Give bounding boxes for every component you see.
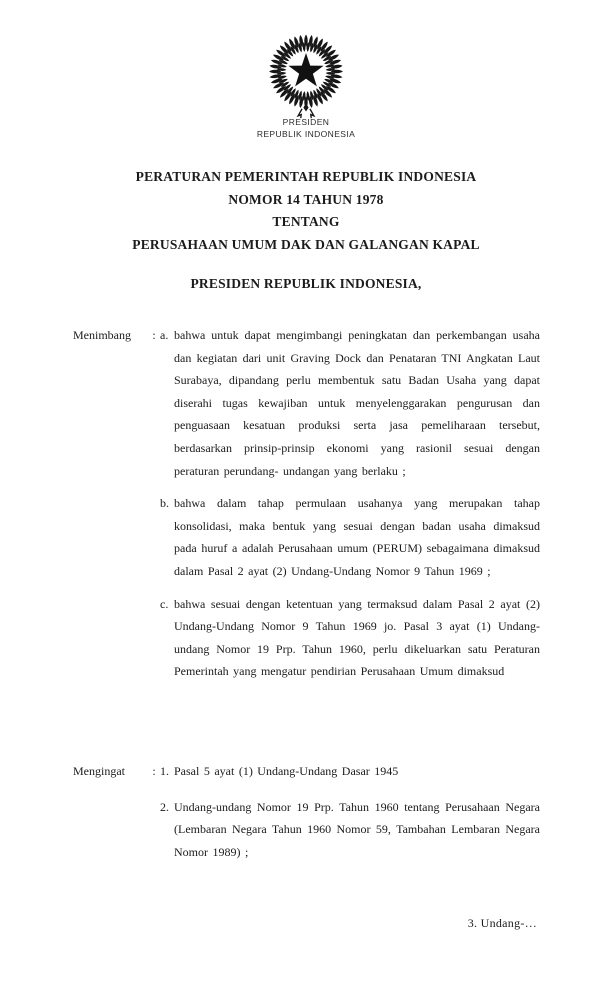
title-line-2: NOMOR 14 TAHUN 1978: [228, 191, 384, 207]
letterhead: [0, 117, 612, 140]
menimbang-item-c: [160, 593, 540, 683]
item-text: Undang-undang Nomor 19 Prp. Tahun 1960 tentang Perusahaan Negara (Lembaran Negara Tahun 1960 Nomor 59, Tambahan Lembaran Negara Nomor 1989) ;: [174, 799, 540, 859]
mengingat-section: [73, 760, 540, 876]
item-text: bahwa untuk dapat mengimbangi peningkatan dan perkembangan usaha dan kegiatan dari unit Graving Dock dan Penataran TNI Angkatan Laut Surabaya, dipandang perlu membentuk satu Badan Usaha yang dapat diserahi tugas kewajiban untuk menyelenggarakan pengurusan dan penguasaan kesatuan produksi serta jasa pemeliharaan tersebut, berdasarkan prinsip-prinsip ekonomi yang rasionil sesuai dengan peraturan perundang- undangan yang berlaku ;: [174, 328, 540, 478]
item-text: Pasal 5 ayat (1) Undang-Undang Dasar 1945: [174, 764, 399, 778]
item-marker: c.: [160, 596, 169, 611]
mengingat-colon: :: [152, 764, 156, 778]
mengingat-item-1: [160, 760, 540, 783]
item-marker: b.: [160, 496, 169, 511]
mengingat-item-2: [160, 796, 540, 864]
menimbang-label: Menimbang: [73, 328, 131, 342]
item-marker: 1.: [160, 764, 169, 778]
document-title: [0, 166, 612, 256]
item-text: bahwa sesuai dengan ketentuan yang termaksud dalam Pasal 2 ayat (2) Undang-Undang Nomor 9 Tahun 1969 jo. Pasal 3 ayat (1) Undang-undang Nomor 19 Prp. Tahun 1960, perlu dikeluarkan satu Peraturan Pemerintah yang mengatur pendirian Perusahaan Umum dimaksud: [174, 596, 540, 679]
menimbang-item-b: [160, 492, 540, 582]
presiden-heading: PRESIDEN REPUBLIK INDONESIA,: [190, 276, 422, 291]
star-icon: [288, 53, 323, 86]
menimbang-item-a: [160, 324, 540, 482]
catchword: 3. Undang-…: [467, 916, 537, 930]
mengingat-label: Mengingat: [73, 764, 125, 778]
item-marker: 2.: [160, 799, 169, 814]
letterhead-presiden: PRESIDEN: [282, 117, 330, 127]
menimbang-colon: :: [152, 328, 156, 342]
presidential-seal: [262, 31, 350, 119]
menimbang-section: [73, 324, 540, 693]
title-line-3: TENTANG: [272, 214, 340, 230]
letterhead-republik-indonesia: REPUBLIK INDONESIA: [256, 128, 356, 139]
title-line-4: PERUSAHAAN UMUM DAK DAN GALANGAN KAPAL: [132, 236, 480, 252]
item-marker: a.: [160, 328, 169, 342]
item-text: bahwa dalam tahap permulaan usahanya yang merupakan tahap konsolidasi, maka bentuk yang sesuai dengan badan usaha dimaksud pada huruf a adalah Perusahaan umum (PERUM) sebagaimana dimaksud dalam Pasal 2 ayat (2) Undang-Undang Nomor 9 Tahun 1969 ;: [174, 496, 540, 578]
title-line-1: PERATURAN PEMERINTAH REPUBLIK INDONESIA: [135, 169, 477, 184]
